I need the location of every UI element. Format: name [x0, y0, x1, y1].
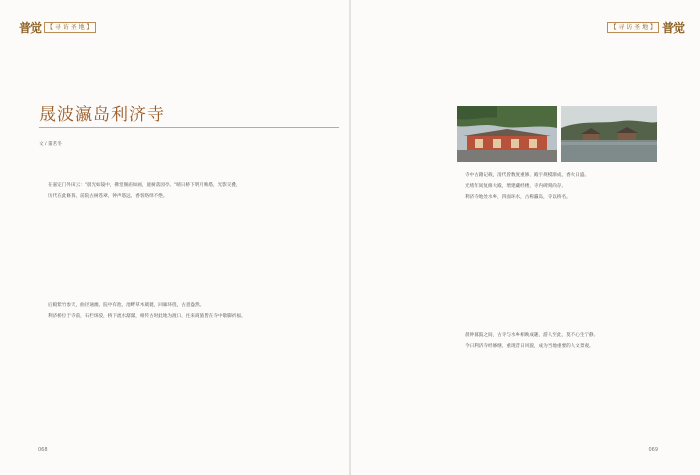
title-divider — [39, 127, 339, 128]
article-title: 晟波瀛岛利济寺 — [39, 105, 165, 125]
paragraph: 今日利济寺经修缮，重现昔日风貌，成为当地重要的人文景观。 — [465, 344, 594, 350]
right-header — [607, 19, 684, 36]
left-header — [19, 19, 96, 36]
paragraph: 在嘉定门外田云："晨光如镜中，佛堂阁庙如画，庭树落园亭。"晴日桥下明月映塔，光影交叠， — [48, 183, 241, 188]
paragraph: 晨钟暮鼓之间，古寺与水乡相映成趣，游人至此，莫不心生宁静。 — [465, 333, 599, 338]
paragraph: 利济桥位于寺前，石栏斑驳，桥下流水潺潺，相传古时此地为渡口，往来商旅皆在寺中歇脚祈福。 — [48, 314, 246, 320]
paragraph: 利济寺地处水乡，四面环水，古称瀛岛，寺以桥名。 — [465, 195, 571, 201]
section-label: 【 寻 访 圣 地 】 — [607, 22, 659, 33]
left-page — [0, 0, 349, 475]
page-number-right: 069 — [648, 447, 658, 453]
temple-photo-1 — [457, 106, 557, 162]
paragraph: 光绪年间复修大殿，增建藏经楼，寺内碑刻尚存。 — [465, 184, 567, 190]
temple-photo-2 — [561, 106, 657, 162]
right-text-block-1 — [456, 170, 663, 204]
logo-text: 普觉 — [661, 21, 684, 35]
paragraph: 后殿紫竹参天，曲径通幽，院中有池，池畔草木葳蕤，回廊环绕，古意盎然。 — [48, 303, 205, 308]
paragraph: 寺中古籍记载，清代曾数度重修，殿宇规模渐成，香火日盛。 — [465, 173, 590, 178]
paragraph: 历代在此修葺，前院古树苍翠，钟声悠远，香客络绎不绝。 — [48, 194, 168, 200]
right-page — [351, 0, 700, 475]
section-label: 【 寻 访 圣 地 】 — [44, 22, 96, 33]
page-number-left: 068 — [38, 447, 48, 453]
left-text-block-1 — [39, 180, 335, 202]
logo-text: 普觉 — [19, 21, 42, 35]
article-author: 文 / 董茗冬 — [39, 142, 62, 147]
right-text-block-2 — [456, 330, 663, 352]
left-text-block-2 — [39, 300, 335, 322]
